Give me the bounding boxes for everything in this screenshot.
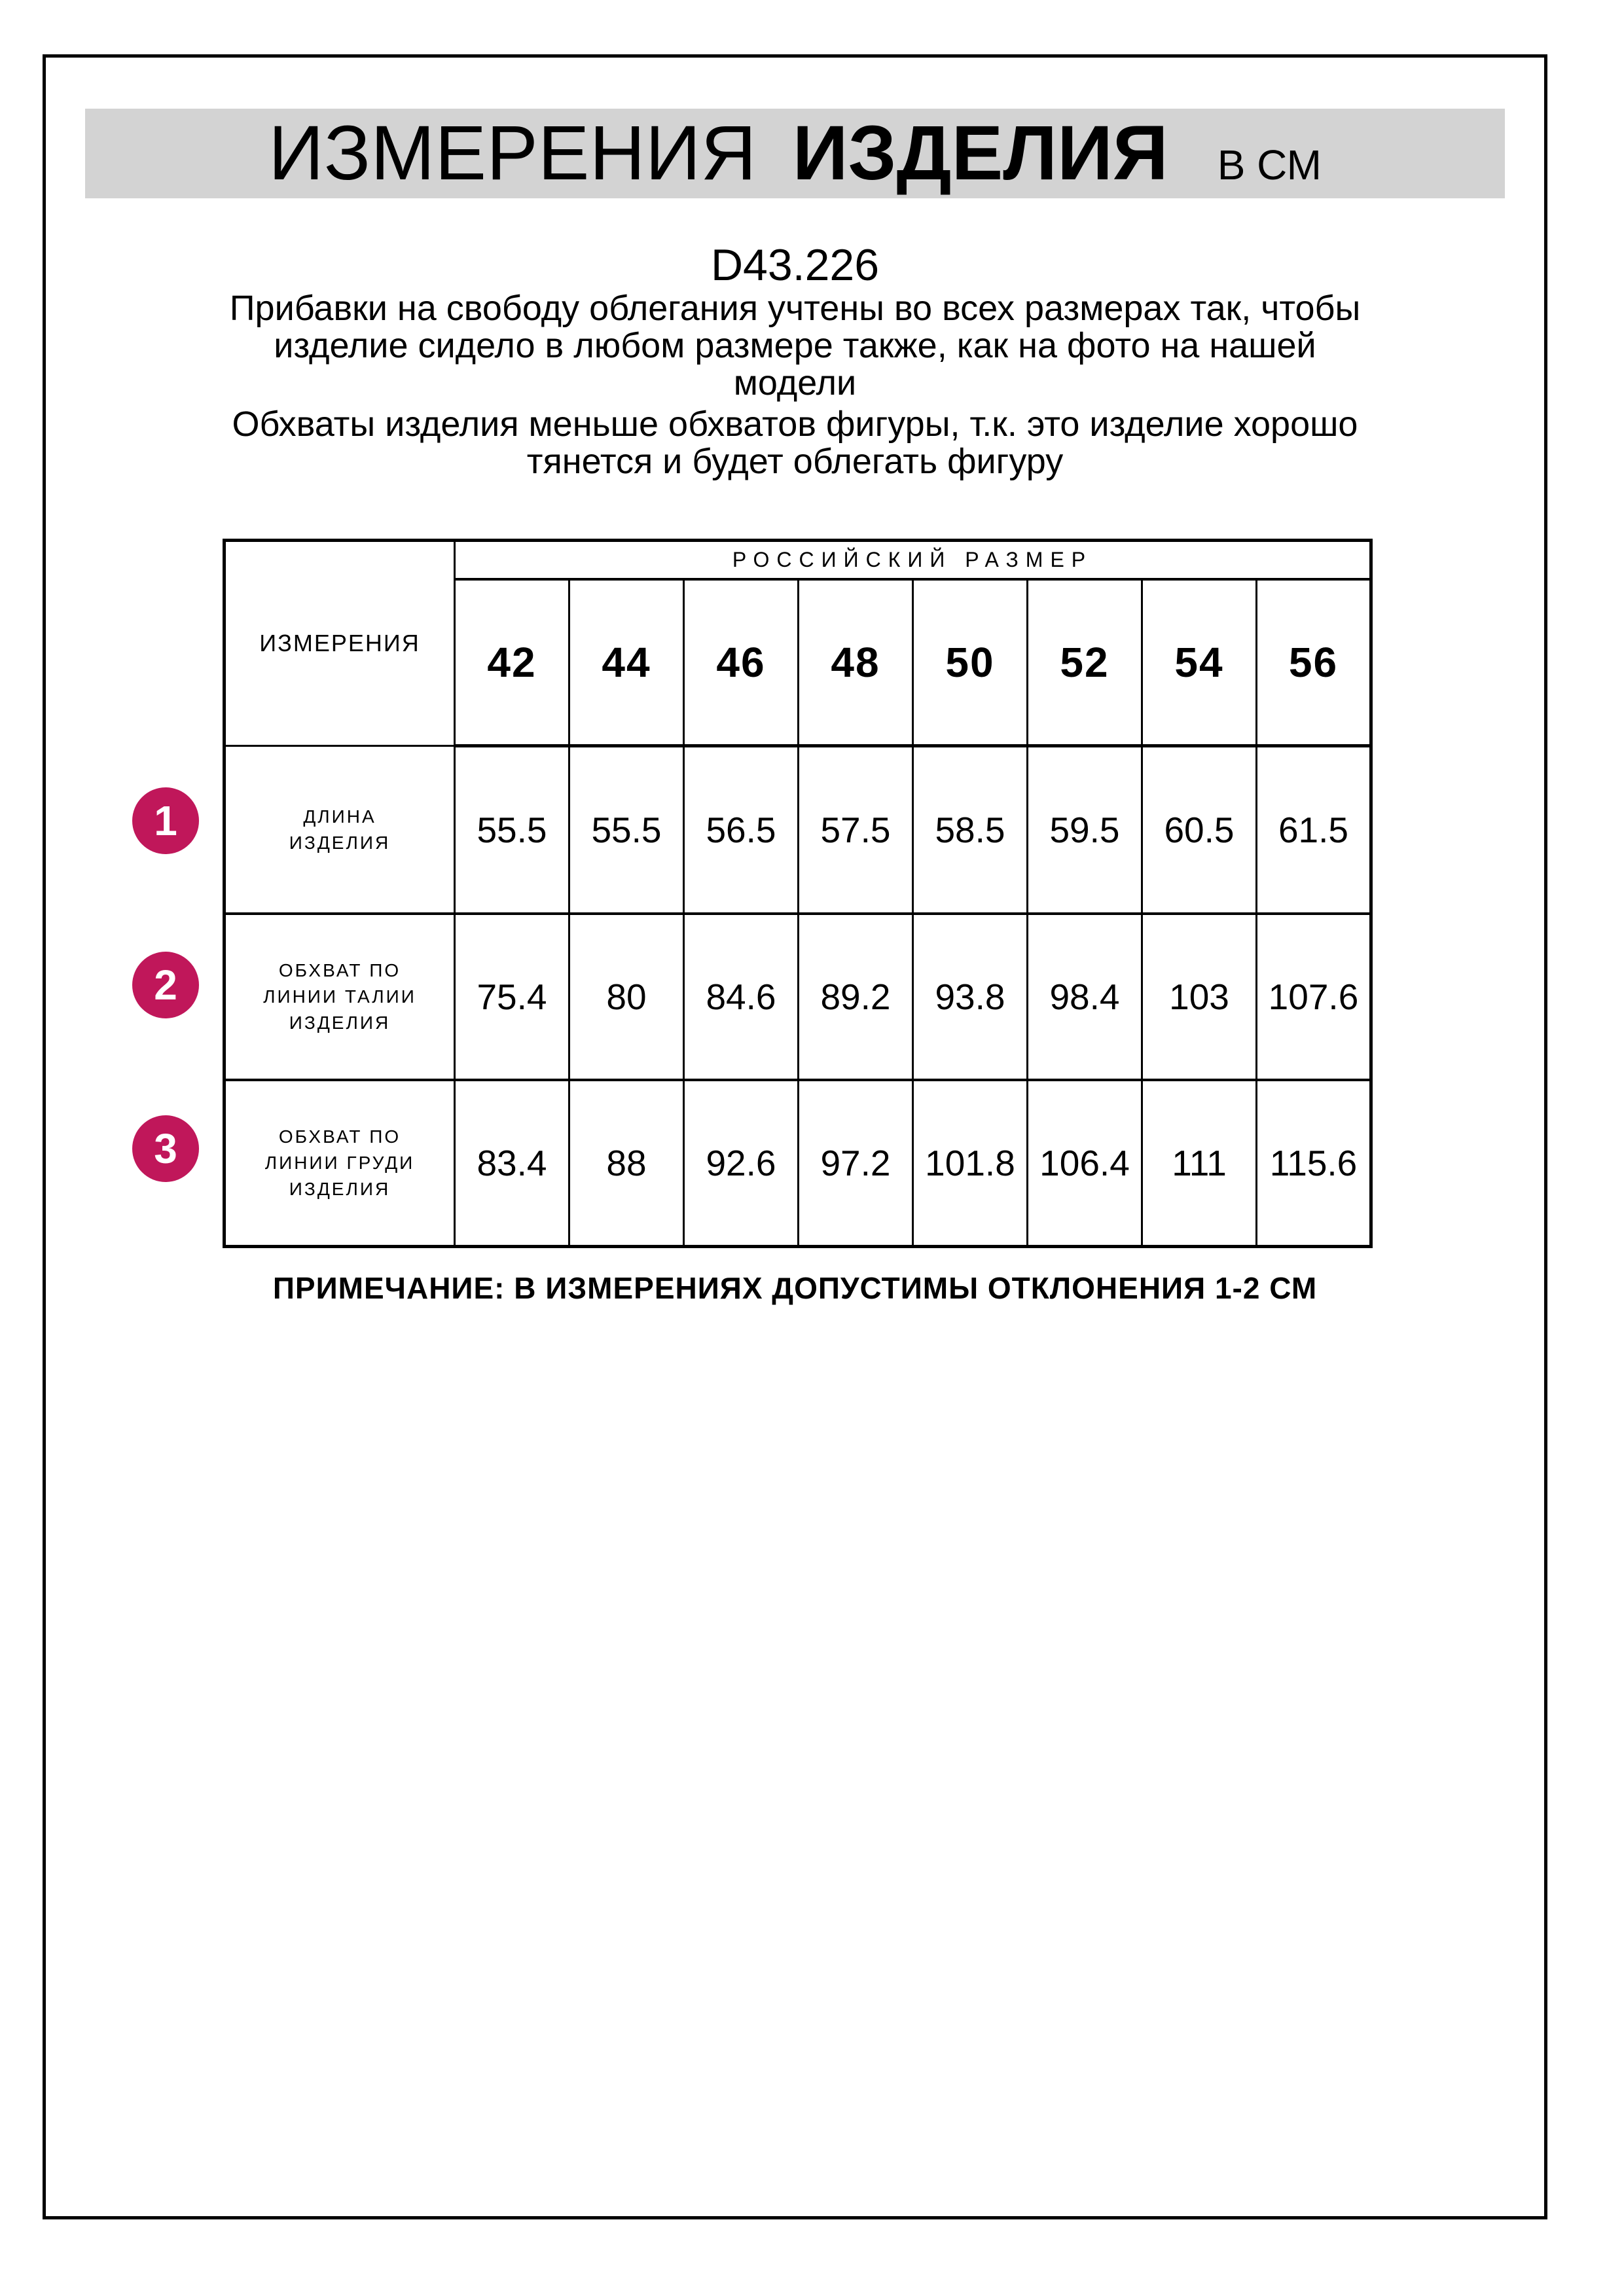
row-marker-3-badge: 3: [132, 1115, 199, 1182]
row-label-line: ЛИНИИ ГРУДИ: [264, 1153, 415, 1173]
row-marker-1-badge: 1: [132, 787, 199, 854]
size-col-header: 52: [1028, 579, 1142, 746]
page-title-units: В СМ: [1217, 141, 1322, 188]
size-col-header: 46: [684, 579, 799, 746]
title-band: [85, 109, 1505, 198]
size-group-header-cell: РОССИЙСКИЙ РАЗМЕР: [455, 541, 1371, 580]
measurement-value-cell: 83.4: [455, 1080, 569, 1247]
footnote: ПРИМЕЧАНИЕ: В ИЗМЕРЕНИЯХ ДОПУСТИМЫ ОТКЛОНЕНИЯ 1-2 СМ: [272, 1271, 1318, 1305]
intro-paragraph: [43, 290, 1547, 402]
measurement-value-cell: 97.2: [799, 1080, 913, 1247]
size-col-header: 50: [913, 579, 1028, 746]
measurement-row-chest: [225, 1080, 1371, 1247]
size-col-header: 48: [799, 579, 913, 746]
measurement-value-cell: 80: [569, 914, 684, 1080]
row-label-line: ОБХВАТ ПО: [278, 960, 401, 980]
row-label-line: ОБХВАТ ПО: [278, 1126, 401, 1147]
page-title-measurements: ИЗМЕРЕНИЯ: [268, 110, 757, 196]
measurement-value-cell: 61.5: [1257, 746, 1371, 914]
measurement-value-cell: 88: [569, 1080, 684, 1247]
row-label-cell: [225, 914, 455, 1080]
row-label-cell: [225, 746, 455, 914]
row-label-line: ДЛИНА: [303, 806, 376, 827]
measurement-value-cell: 59.5: [1028, 746, 1142, 914]
measurement-value-cell: 89.2: [799, 914, 913, 1080]
measurement-row-length: [225, 746, 1371, 914]
corner-header-cell: ИЗМЕРЕНИЯ: [225, 541, 455, 746]
row-label-line: ЛИНИИ ТАЛИИ: [263, 986, 416, 1007]
size-col-header: 44: [569, 579, 684, 746]
measurement-value-cell: 57.5: [799, 746, 913, 914]
fit-note-line: тянется и будет облегать фигуру: [526, 442, 1064, 481]
measurement-row-waist: [225, 914, 1371, 1080]
row-marker-2-badge: 2: [132, 952, 199, 1018]
fit-note-line: Обхваты изделия меньше обхватов фигуры, т.к. это изделие хорошо: [232, 404, 1358, 444]
row-label-cell: [225, 1080, 455, 1247]
size-col-header: 42: [455, 579, 569, 746]
size-col-header: 56: [1257, 579, 1371, 746]
measurement-value-cell: 107.6: [1257, 914, 1371, 1080]
measurement-value-cell: 98.4: [1028, 914, 1142, 1080]
measurement-value-cell: 115.6: [1257, 1080, 1371, 1247]
row-label-line: ИЗДЕЛИЯ: [289, 1179, 391, 1199]
fit-note-paragraph: [43, 406, 1547, 480]
measurement-value-cell: 56.5: [684, 746, 799, 914]
measurement-value-cell: 58.5: [913, 746, 1028, 914]
intro-line: Прибавки на свободу облегания учтены во всех размерах так, чтобы: [229, 289, 1361, 328]
measurement-value-cell: 55.5: [569, 746, 684, 914]
row-label-line: ИЗДЕЛИЯ: [289, 1013, 391, 1033]
size-table: [223, 539, 1373, 1248]
size-col-header: 54: [1142, 579, 1257, 746]
model-number: D43.226: [710, 240, 880, 290]
page-title-product: ИЗДЕЛИЯ: [792, 110, 1168, 196]
measurement-value-cell: 75.4: [455, 914, 569, 1080]
measurement-value-cell: 60.5: [1142, 746, 1257, 914]
measurement-value-cell: 106.4: [1028, 1080, 1142, 1247]
measurement-value-cell: 101.8: [913, 1080, 1028, 1247]
measurement-value-cell: 84.6: [684, 914, 799, 1080]
measurement-value-cell: 103: [1142, 914, 1257, 1080]
measurement-value-cell: 55.5: [455, 746, 569, 914]
intro-line: модели: [733, 363, 857, 403]
intro-line: изделие сидело в любом размере также, как на фото на нашей: [274, 326, 1316, 365]
measurement-value-cell: 92.6: [684, 1080, 799, 1247]
row-label-line: ИЗДЕЛИЯ: [289, 832, 391, 853]
measurement-value-cell: 93.8: [913, 914, 1028, 1080]
measurement-value-cell: 111: [1142, 1080, 1257, 1247]
